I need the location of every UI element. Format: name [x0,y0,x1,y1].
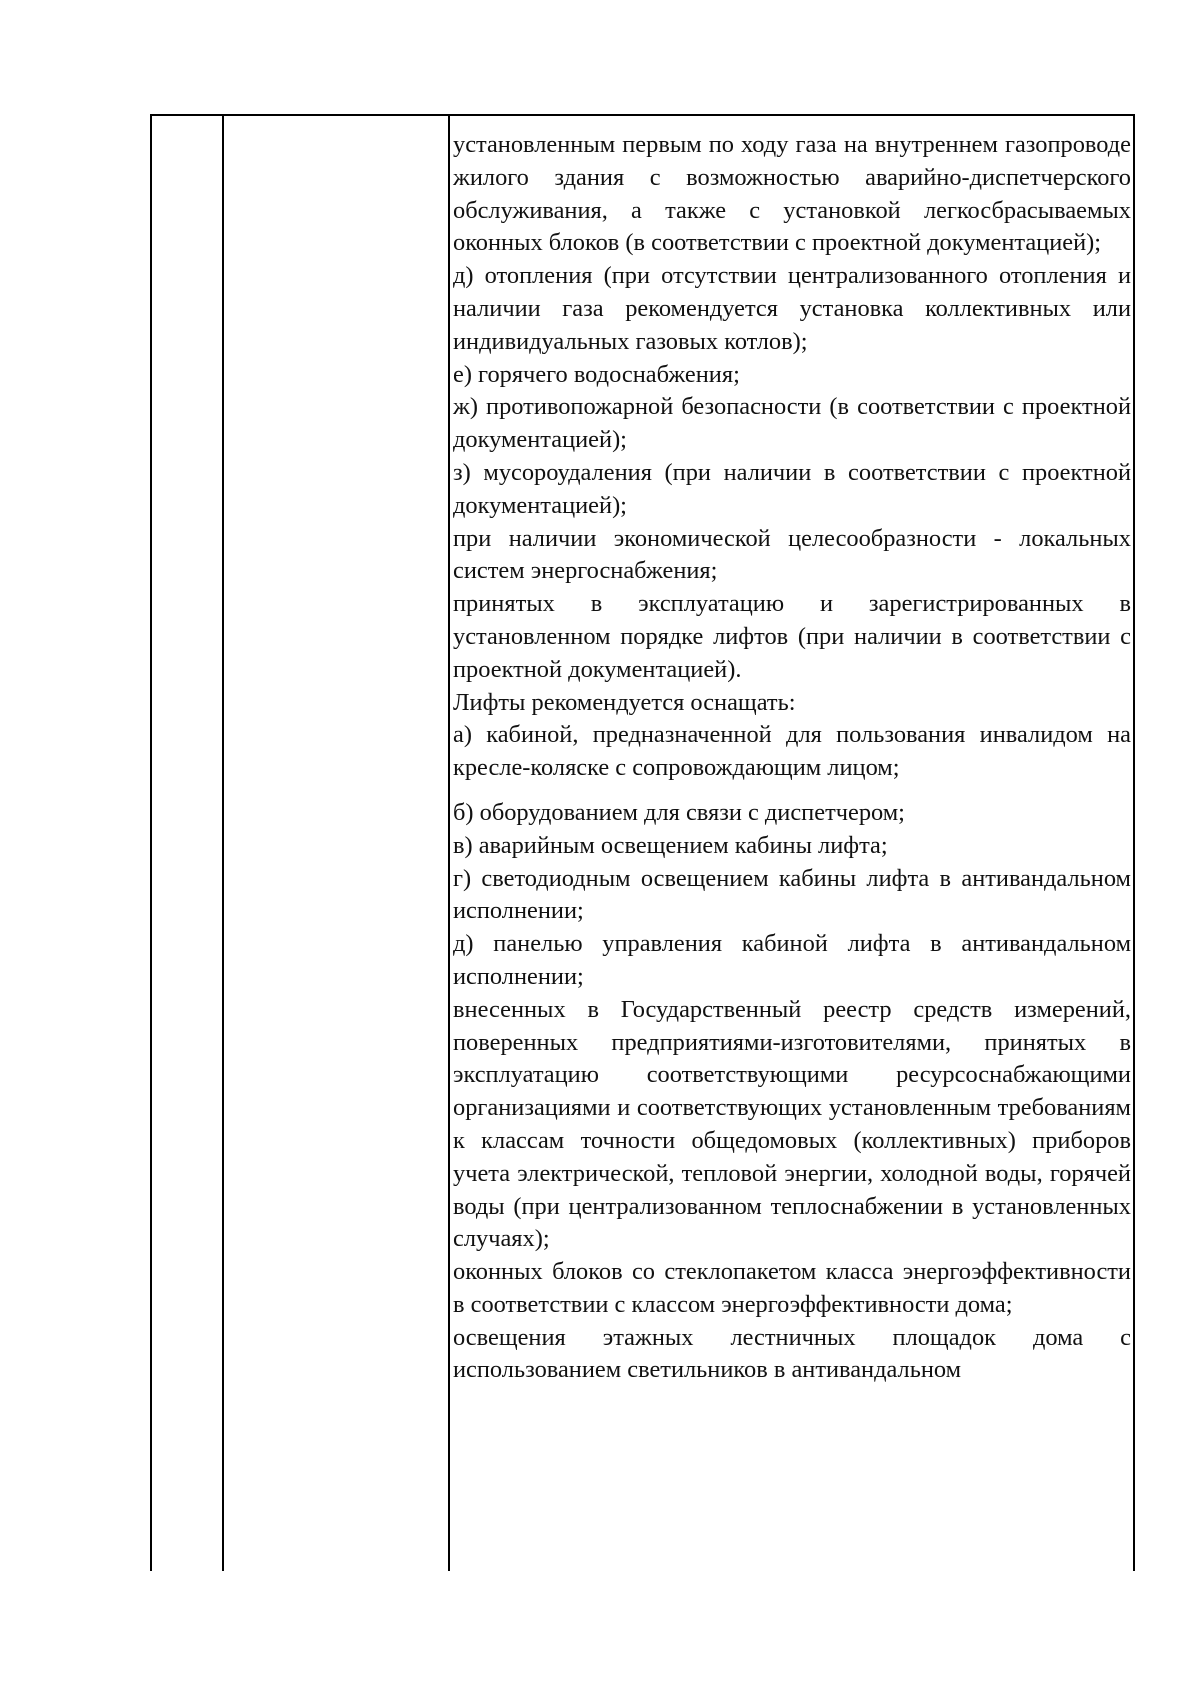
paragraph-gas-pipeline: установленным первым по ходу газа на внутреннем газопроводе жилого здания с возможностью аварийно-диспетчерского обслуживания, а также с установкой легкосбрасываемых оконных блоков (в соответствии с проектной документацией); [453,131,1131,257]
paragraph-window-units: оконных блоков со стеклопакетом класса энергоэффективности в соответствии с классом энергоэффективности дома; [453,1258,1131,1318]
paragraph-fire-safety: ж) противопожарной безопасности (в соответствии с проектной документацией); [453,393,1131,454]
paragraph-waste-removal: з) мусороудаления (при наличии в соответствии с проектной документацией); [453,458,1131,519]
paragraph-elevator-equipment-heading: Лифты рекомендуется оснащать: [453,688,796,716]
paragraph-control-panel: д) панелью управления кабиной лифта в антивандальном исполнении; [453,930,1131,990]
paragraph-elevators: принятых в эксплуатацию и зарегистрированных в установленном порядке лифтов (при наличии в соответствии с проектной документацией). [453,590,1131,683]
table-left-border [150,116,152,1571]
paragraph-hot-water: е) горячего водоснабжения; [453,360,740,388]
paragraph-led-lighting: г) светодиодным освещением кабины лифта в антивандальном исполнении; [453,864,1131,925]
table-top-border [150,114,1135,116]
table-cell-requirements-text [453,129,1131,1387]
paragraph-metering-devices: внесенных в Государственный реестр средств измерений, поверенных предприятиями-изготовителями, принятых в эксплуатацию соответствующими ресурсоснабжающими организациями и соответствующих установленным требованиям к классам точности общедомовых (коллективных) приборов учета электрической, тепловой энергии, холодной воды, горячей воды (при централизованном теплоснабжении в установленных случаях); [453,995,1131,1253]
paragraph-elevator-cabin: а) кабиной, предназначенной для пользования инвалидом на кресле-коляске с сопровождающим лицом; [453,721,1131,782]
paragraph-dispatcher-link: б) оборудованием для связи с диспетчером; [453,798,905,826]
paragraph-emergency-lighting: в) аварийным освещением кабины лифта; [453,831,888,859]
table-right-border [1133,116,1135,1571]
paragraph-local-energy: при наличии экономической целесообразности - локальных систем энергоснабжения; [453,524,1131,585]
table-column-divider-2 [448,116,450,1571]
paragraph-stair-lighting: освещения этажных лестничных площадок дома с использованием светильников в антивандальном [453,1323,1131,1384]
paragraph-heating: д) отопления (при отсутствии централизованного отопления и наличии газа рекомендуется установка коллективных или индивидуальных газовых котлов); [453,262,1131,355]
table-column-divider-1 [222,116,224,1571]
